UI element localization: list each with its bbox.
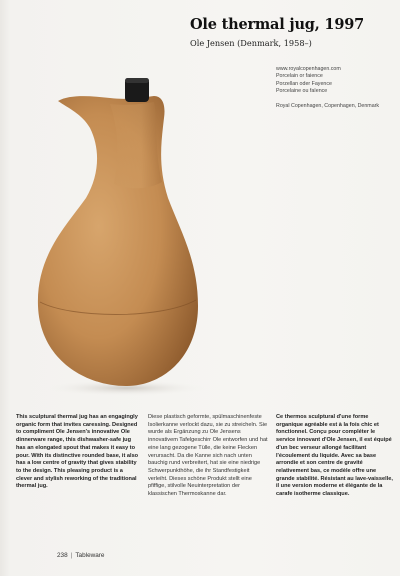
jug-neck-highlight (110, 102, 162, 188)
meta-website: www.royalcopenhagen.com (276, 66, 341, 72)
page-number: 238 (57, 552, 68, 559)
jug-stopper-top (125, 78, 149, 83)
meta-blank (276, 96, 394, 103)
designer-credit: Ole Jensen (Denmark, 1958–) (190, 38, 312, 48)
meta-manufacturer: Royal Copenhagen, Copenhagen, Denmark (276, 103, 380, 110)
page-title: Ole thermal jug, 1997 (190, 16, 364, 33)
section-name: Tableware (75, 552, 105, 559)
product-meta (276, 66, 394, 110)
meta-material-en: Porcelain or faience (276, 73, 323, 80)
footer-separator: | (70, 552, 73, 559)
description-german: Diese plastisch geformte, spülmaschinenfeste Isolierkanne verlockt dazu, sie zu streicheln. Sie wurde als Ergänzung zu Ole Jensens innovativem Tafelgeschirr Ole entworfen und hat eine lang gezogene Tülle, die keine Flecken verursacht. Da die Kanne sich nach unten bauchig rund verbreitert, hat sie eine niedrige Schwerpunkthöhe, die ihr Standfestigkeit verleiht. Dieses schöne Produkt stellt eine pfiffige, stilvolle Neuinterpretation der klassischen Thermoskanne dar. (148, 414, 268, 498)
meta-material-de: Porzellan oder Fayence (276, 80, 332, 87)
page-footer (57, 552, 104, 559)
description-english: This sculptural thermal jug has an engagingly organic form that invites caressing. Designed to compliment Ole Jensen's innovative Ole dinnerware range, this dishwasher-safe jug has an elongated spout that makes it easy to pour. With its distinctive rounded base, it also has a low centre of gravity that gives stability to the design. This pleasing product is a clever and stylish reworking of the traditional thermal jug. (16, 414, 139, 490)
jug-photo (30, 70, 210, 400)
meta-material-fr: Porcelaine ou faïence (276, 88, 328, 95)
description-french: Ce thermos sculptural d'une forme organique agréable est à la fois chic et fonctionnel. Conçu pour compléter le service innovant d'Ole Jensen, il est équipé d'un bec verseur allongé facilitant l'écoulement du liquide. Avec sa base arrondie et son centre de gravité relativement bas, ce modèle offre une grande stabilité. Résistant au lave-vaisselle, il une version moderne et élégante de la carafe isotherme classique. (276, 414, 393, 498)
